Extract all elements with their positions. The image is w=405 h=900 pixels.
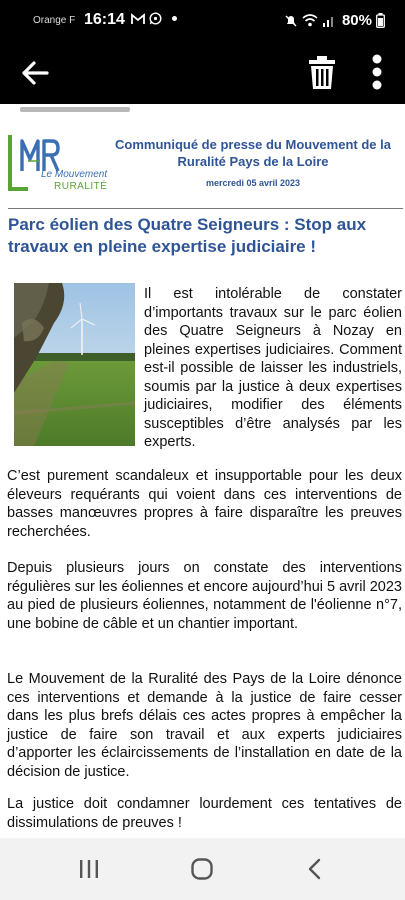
paragraph-2: C’est purement scandaleux et insupportable pour les deux éleveurs requérants qui voient dans ces interventions de basses manœuvres propres à faire disparaître les preuves recherchées. — [7, 468, 402, 540]
scroll-indicator — [20, 107, 130, 112]
press-release-image-view[interactable] — [0, 104, 405, 838]
wind-turbine-field-photo — [14, 283, 135, 446]
paragraph-1: Il est intolérable de constater d’importants travaux sur le parc éolien des Quatre Seigneurs à Nozay en pleines expertises judiciaires. Comment est-il possible de laisser les industriels, soumis par la justice à deux expertises judiciaires, modifier des éléments susceptibles d’être analysés par les experts. — [144, 286, 402, 450]
notification-icons — [131, 12, 177, 25]
logo-text-ruralite: RURALITÉ — [54, 181, 108, 192]
back-icon[interactable] — [306, 858, 324, 880]
whatsapp-icon — [149, 12, 162, 25]
divider — [8, 208, 403, 209]
press-release-date: mercredi 05 avril 2023 — [205, 178, 301, 188]
mute-icon — [284, 14, 298, 28]
back-arrow-icon[interactable] — [18, 56, 52, 90]
logo-text-le-mouvement: Le Mouvement — [41, 169, 108, 180]
more-notifications-dot — [172, 16, 177, 21]
battery-icon — [376, 13, 385, 28]
carrier-label: Orange F — [33, 15, 76, 26]
battery-level: 80% — [341, 12, 372, 29]
system-icons — [284, 12, 385, 29]
paragraph-4: Le Mouvement de la Ruralité des Pays de la Loire dénonce ces interventions et demande à la justice de faire cesser dans les plus brefs délais ces actes propres à empêcher la justice de faire son travail et aux experts judiciaires d’apporter les éclaircissements de l’installation en date de la décision de justice. — [7, 671, 402, 780]
press-release-header — [0, 120, 405, 212]
status-bar — [0, 0, 405, 42]
trash-icon[interactable] — [306, 52, 338, 92]
more-vert-icon[interactable] — [366, 52, 388, 92]
paragraph-5: La justice doit condamner lourdement ces tentatives de dissimulations de preuves ! — [7, 796, 402, 831]
home-icon[interactable] — [190, 857, 214, 881]
headline: Parc éolien des Quatre Seigneurs : Stop aux travaux en pleine expertise judiciaire ! — [8, 215, 367, 256]
signal-icon — [322, 14, 336, 27]
recent-apps-icon[interactable] — [78, 858, 100, 880]
app-bar — [0, 42, 405, 104]
paragraph-3: Depuis plusieurs jours on constate des interventions régulières sur les éoliennes et encore aujourd’hui 5 avril 2023 au pied de plusieurs éoliennes, notamment de l'éolienne n°7, une bobine de câble et un chantier important. — [7, 560, 402, 632]
clock: 16:14 — [84, 11, 125, 28]
navigation-bar — [0, 838, 405, 900]
gmail-icon — [131, 13, 145, 25]
press-release-title: Communiqué de presse du Mouvement de la Ruralité Pays de la Loire — [115, 137, 391, 169]
wifi-icon — [302, 14, 318, 27]
